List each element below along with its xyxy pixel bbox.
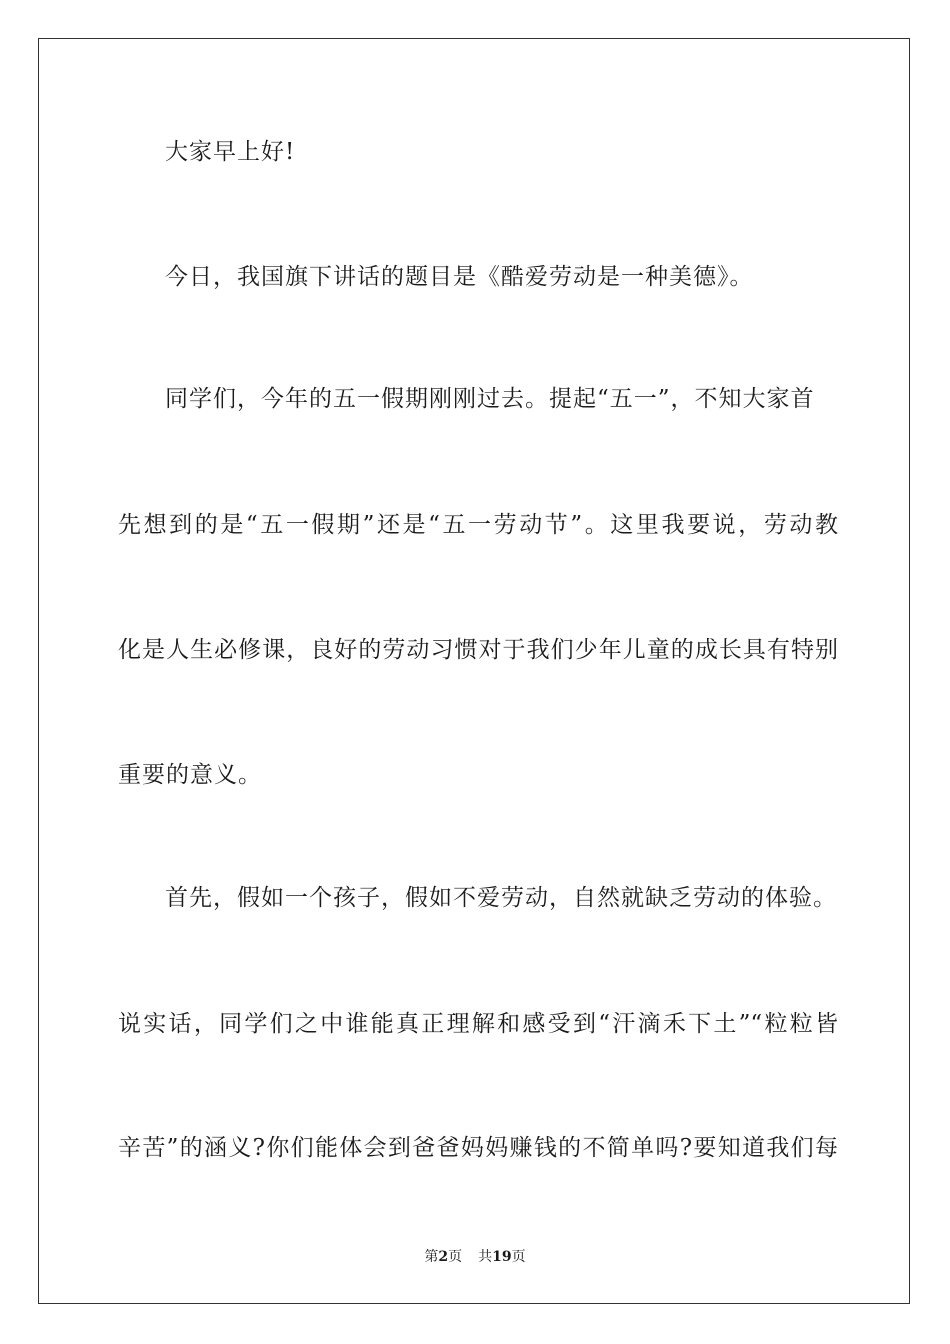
text-line: 辛苦”的涵义?你们能体会到爸爸妈妈赚钱的不简单吗?要知道我们每 bbox=[118, 1135, 838, 1161]
text-line: 今日，我国旗下讲话的题目是《酷爱劳动是一种美德》。 bbox=[165, 264, 754, 290]
text-line: 重要的意义。 bbox=[118, 762, 262, 788]
text-line: 首先，假如一个孩子，假如不爱劳动，自然就缺乏劳动的体验。 bbox=[165, 885, 837, 911]
total-pages: 19 bbox=[492, 1249, 512, 1265]
page-footer bbox=[0, 1246, 950, 1266]
text-line: 大家早上好! bbox=[165, 139, 296, 165]
text-line: 同学们，今年的五一假期刚刚过去。提起“五一”，不知大家首 bbox=[165, 386, 815, 412]
page-suffix: 页 bbox=[448, 1249, 463, 1265]
page-number: 2 bbox=[438, 1249, 449, 1265]
page-prefix: 第 bbox=[424, 1249, 439, 1265]
text-line: 说实话，同学们之中谁能真正理解和感受到“汗滴禾下土”“粒粒皆 bbox=[118, 1011, 838, 1037]
total-prefix: 共 bbox=[478, 1249, 493, 1265]
page-border bbox=[38, 38, 910, 1304]
total-suffix: 页 bbox=[511, 1249, 526, 1265]
text-line: 化是人生必修课，良好的劳动习惯对于我们少年儿童的成长具有特别 bbox=[118, 637, 838, 663]
text-line: 先想到的是“五一假期”还是“五一劳动节”。这里我要说，劳动教 bbox=[118, 512, 838, 538]
